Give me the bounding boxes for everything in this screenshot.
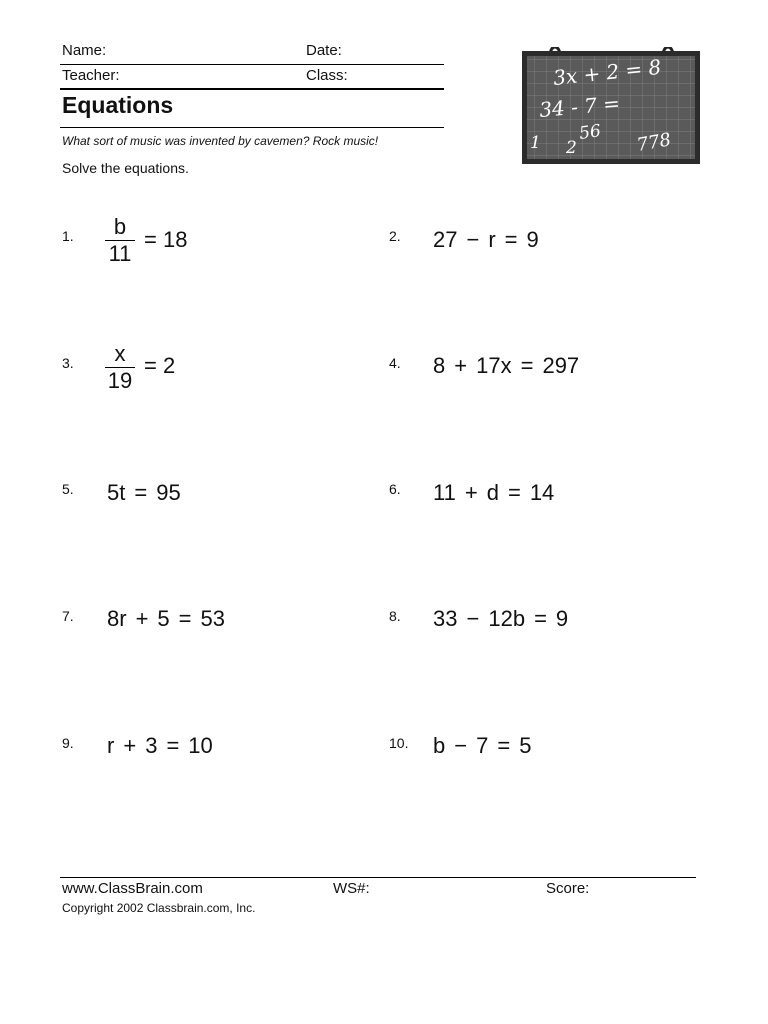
term: 95 [156,480,181,505]
term: 7 [476,733,489,758]
term: = [507,480,521,505]
term: 3 [145,733,158,758]
term: 5 [519,733,532,758]
term: + [464,480,478,505]
problem-number: 8. [389,608,401,624]
page-title: Equations [62,92,174,118]
website-link[interactable]: www.ClassBrain.com [62,880,203,897]
class-label: Class: [306,67,348,84]
equation [433,227,539,253]
equation [107,606,225,632]
problem-number: 7. [62,608,74,624]
instructions: Solve the equations. [62,160,189,176]
term: = [134,480,148,505]
term: = [504,227,518,252]
numerator: b [113,214,127,239]
equation-rest: = 2 [144,353,176,378]
term: 5t [107,480,126,505]
term: 17x [476,353,512,378]
term: d [486,480,499,505]
term: 53 [200,606,226,631]
problem-number: 10. [389,735,409,751]
fraction [105,342,135,393]
term: 9 [555,606,569,631]
chalk-line-3a: 1 [530,133,541,153]
denominator: 11 [108,241,132,266]
term: 8r [107,606,127,631]
header-rule [60,64,444,65]
problem-number: 4. [389,355,401,371]
equation [433,733,531,759]
chalk-line-1: 3x + 2 = 8 [552,54,663,90]
equation [433,480,554,506]
problem-number: 9. [62,735,74,751]
equation [107,733,213,759]
equation [433,606,568,632]
title-rule [60,127,444,128]
equation-rest: = 18 [144,227,188,252]
name-label: Name: [62,42,107,59]
ws-label: WS#: [333,880,370,897]
term: 27 [433,227,458,252]
term: b [433,733,446,758]
term: + [135,606,149,631]
numerator: x [114,341,126,366]
term: = [520,353,534,378]
equation [107,480,181,506]
term: + [123,733,137,758]
equation [433,353,579,379]
chalk-line-3d: 778 [635,129,673,156]
term: = [497,733,511,758]
chalk-line-3c: 56 [577,121,603,144]
term: + [454,353,468,378]
problem-number: 5. [62,481,74,497]
term: = [178,606,192,631]
term: 10 [188,733,213,758]
term: − [466,606,480,631]
term: 8 [433,353,446,378]
problem-number: 6. [389,481,401,497]
teacher-label: Teacher: [62,67,120,84]
term: r [107,733,115,758]
chalk-line-3b: 2 [566,138,577,158]
term: 297 [542,353,580,378]
term: 12b [488,606,526,631]
fraction [105,215,135,266]
score-label: Score: [546,880,590,897]
problem-number: 1. [62,228,74,244]
date-label: Date: [306,42,342,59]
chalkboard-icon [522,47,700,164]
term: r [488,227,496,252]
term: 9 [526,227,539,252]
problem-number: 2. [389,228,401,244]
term: 33 [433,606,458,631]
term: 11 [433,480,456,505]
copyright: Copyright 2002 Classbrain.com, Inc. [62,901,256,915]
term: 5 [157,606,170,631]
term: 14 [529,480,555,505]
term: = [534,606,547,631]
problem-number: 3. [62,355,74,371]
joke-text: What sort of music was invented by cavemen? Rock music! [62,134,379,148]
header-rule-thick [60,88,444,90]
chalk-line-2: 34 - 7 = [538,91,621,122]
term: = [166,733,180,758]
term: − [466,227,480,252]
denominator: 19 [107,368,133,393]
footer-rule [60,877,696,878]
term: − [454,733,468,758]
